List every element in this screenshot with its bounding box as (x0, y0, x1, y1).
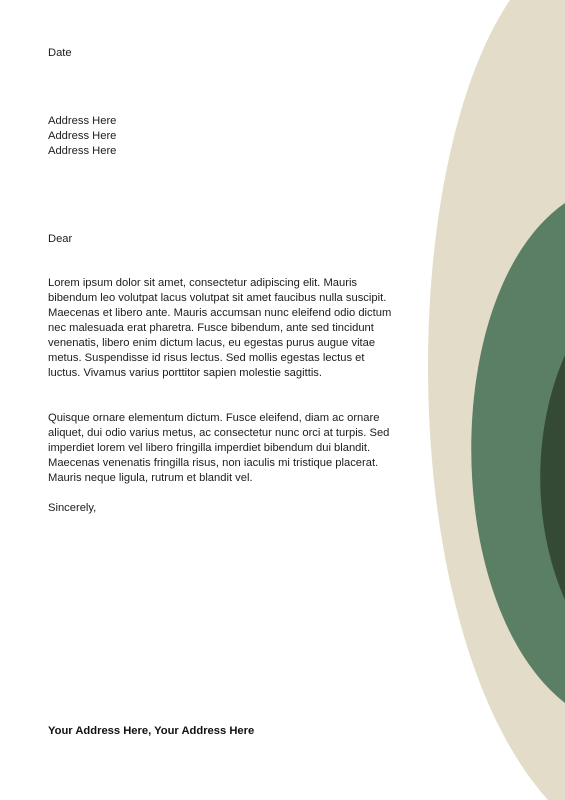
salutation: Dear (48, 233, 73, 245)
date-label: Date (48, 47, 72, 59)
address-line: Address Here (48, 115, 117, 127)
body-paragraph: Quisque ornare elementum dictum. Fusce eleifend, diam ac ornare aliquet, dui odio varius metus, ac consectetur nunc orci at turpis. Sed imperdiet lorem vel libero fringilla imperdiet bibendum dui blandit. Maecenas venenatis fringilla risus, non iaculis mi tristique placerat. Mauris neque ligula, rutrum et blandit vel. (48, 412, 390, 484)
address-line: Address Here (48, 130, 117, 142)
recipient-address (48, 114, 398, 159)
address-line: Address Here (48, 145, 117, 157)
closing: Sincerely, (48, 502, 97, 514)
body-paragraph: Lorem ipsum dolor sit amet, consectetur adipiscing elit. Mauris bibendum leo volutpat lacus volutpat sit amet faucibus nulla suscipit. Maecenas et libero ante. Mauris accumsan nunc eleifend odio dictum nec malesuada erat pharetra. Fusce bibendum, ante sed tincidunt venenatis, libero enim dictum lacus, eu egestas purus augue vitae metus. Suspendisse id risus lectus. Sed mollis egestas lectus et luctus. Vivamus varius porttitor sapien molestie sagittis. (48, 277, 392, 379)
footer-address: Your Address Here, Your Address Here (48, 725, 255, 737)
